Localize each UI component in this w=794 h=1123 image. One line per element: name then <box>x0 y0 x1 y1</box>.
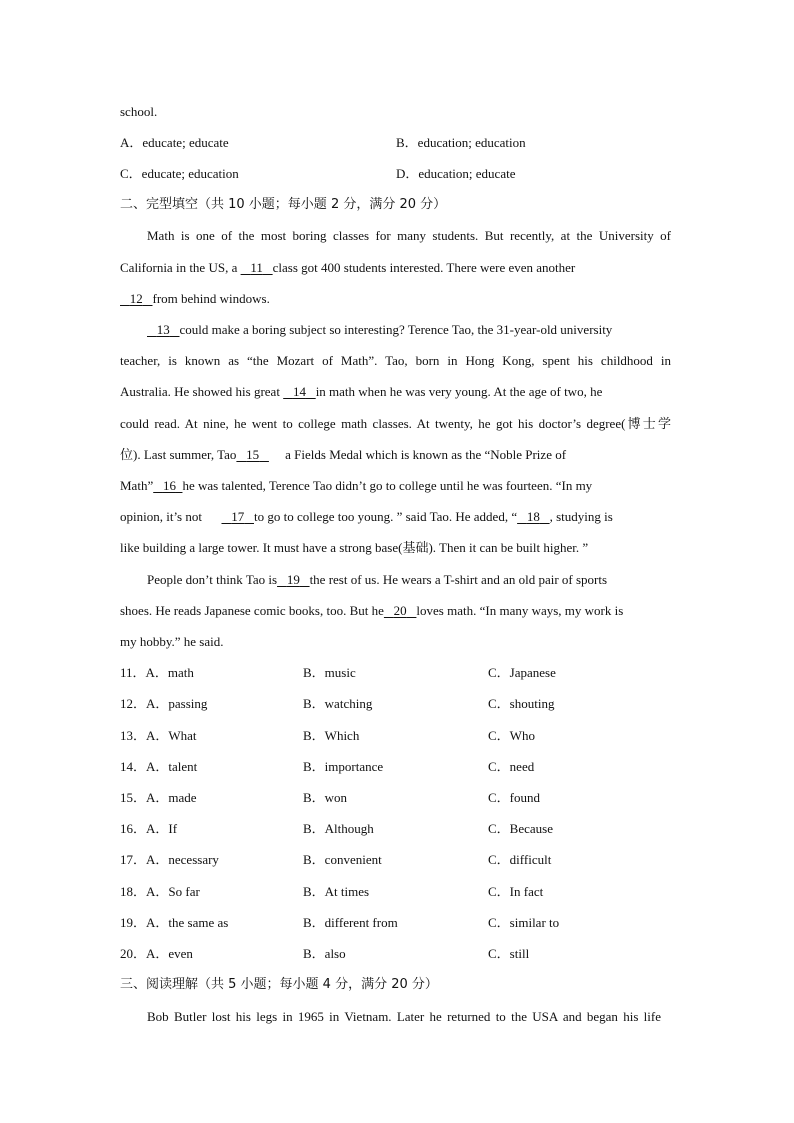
section-heading-cloze: 二、完型填空（共 10 小题；每小题 2 分，满分 20 分） <box>120 197 447 212</box>
question-16-option-b: B．Although <box>303 821 374 836</box>
passage-line: 12 from behind windows. <box>120 291 270 307</box>
question-19-option-a: 19．A．the same as <box>120 915 229 930</box>
question-19-option-c: C．similar to <box>488 915 560 930</box>
question-18-option-a: 18．A．So far <box>120 884 200 899</box>
question-13-option-c: C．Who <box>488 728 535 743</box>
question-16-option-a: 16．A．If <box>120 821 178 836</box>
blank-14: 14 <box>292 384 306 399</box>
blank-15: 15 <box>246 447 260 462</box>
question-17-option-b: B．convenient <box>303 852 382 867</box>
blank-17: 17 <box>231 509 245 524</box>
question-12-option-a: 12．A．passing <box>120 696 208 711</box>
passage-line: opinion, it’s not 17 to go to college too young. ” said Tao. He added, “ 18 , studying is <box>120 509 613 524</box>
passage-line: Math” 16 he was talented, Terence Tao didn’t go to college until he was fourteen. “In my <box>120 478 593 493</box>
option-d: D．education; educate <box>396 166 516 181</box>
question-20-option-b: B．also <box>303 946 346 961</box>
section-heading-reading: 三、阅读理解（共 5 小题；每小题 4 分，满分 20 分） <box>120 977 438 992</box>
reading-passage-line: Bob Butler lost his legs in 1965 in Vietnam. Later he returned to the USA and began his life <box>147 1009 661 1024</box>
question-18-option-c: C．In fact <box>488 884 544 899</box>
question-14-option-b: B．importance <box>303 759 384 774</box>
question-20-option-a: 20．A．even <box>120 946 193 961</box>
passage-line: Math is one of the most boring classes for many students. But recently, at the University of <box>147 228 671 243</box>
question-15-option-a: 15．A．made <box>120 790 197 805</box>
passage-line: People don’t think Tao is 19 the rest of us. He wears a T-shirt and an old pair of sports <box>147 572 608 587</box>
option-c: C．educate; education <box>120 166 239 181</box>
passage-line: 位). Last summer, Tao 15 a Fields Medal which is known as the “Noble Prize of <box>120 447 567 462</box>
passage-line: shoes. He reads Japanese comic books, too. But he 20 loves math. “In many ways, my work is <box>120 603 624 618</box>
blank-16: 16 <box>162 478 176 493</box>
question-16-option-c: C．Because <box>488 821 553 836</box>
blank-12: 12 <box>129 291 143 306</box>
passage-line: could read. At nine, he went to college math classes. At twenty, he got his doctor’s degree(博士学 <box>120 416 671 431</box>
question-19-option-b: B．different from <box>303 915 398 930</box>
question-17-option-a: 17．A．necessary <box>120 852 219 867</box>
passage-line: California in the US, a 11 class got 400 students interested. There were even another <box>120 260 576 275</box>
passage-line: like building a large tower. It must have a strong base(基础). Then it can be built higher. ” <box>120 540 589 555</box>
blank-20: 20 <box>393 603 407 618</box>
passage-line: teacher, is known as “the Mozart of Math”. Tao, born in Hong Kong, spent his childhood in <box>120 353 671 368</box>
passage-line: 13 could make a boring subject so interesting? Terence Tao, the 31-year-old university <box>147 322 612 338</box>
question-15-option-b: B．won <box>303 790 348 805</box>
blank-18: 18 <box>526 509 540 524</box>
question-14-option-c: C．need <box>488 759 535 774</box>
question-12-option-c: C．shouting <box>488 696 555 711</box>
option-a: A．educate; educate <box>120 135 229 150</box>
question-11-option-a: 11．A．math <box>120 665 194 680</box>
blank-19: 19 <box>286 572 300 587</box>
option-b: B．education; education <box>396 135 526 150</box>
question-20-option-c: C．still <box>488 946 530 961</box>
question-11-option-c: C．Japanese <box>488 665 556 680</box>
blank-11: 11 <box>250 260 263 275</box>
blank-13: 13 <box>156 322 170 337</box>
question-17-option-c: C．difficult <box>488 852 552 867</box>
question-14-option-a: 14．A．talent <box>120 759 198 774</box>
question-11-option-b: B．music <box>303 665 356 680</box>
passage-line: my hobby.” he said. <box>120 634 224 649</box>
question-13-option-b: B．Which <box>303 728 360 743</box>
passage-line: Australia. He showed his great 14 in math when he was very young. At the age of two, he <box>120 384 603 399</box>
question-12-option-b: B．watching <box>303 696 373 711</box>
question-13-option-a: 13．A．What <box>120 728 197 743</box>
question-15-option-c: C．found <box>488 790 541 805</box>
question-18-option-b: B．At times <box>303 884 370 899</box>
question-tail: school. <box>120 104 158 119</box>
